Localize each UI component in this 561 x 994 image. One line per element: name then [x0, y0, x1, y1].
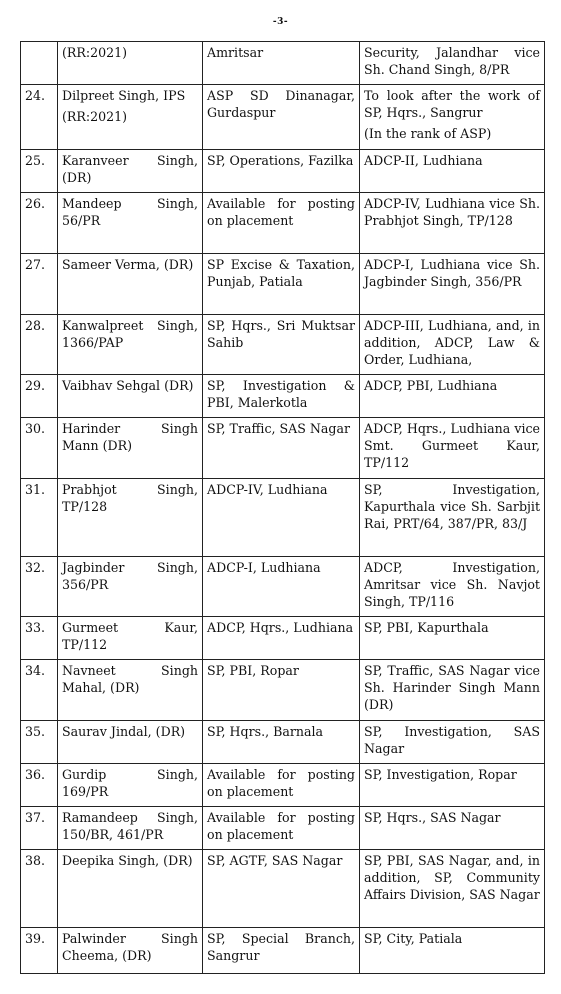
page-number: -3-: [272, 17, 289, 27]
current-posting-cell: [203, 42, 360, 85]
serial-number-text: 32.: [25, 560, 46, 575]
new-posting-text: SP, Investigation, Kapurthala vice Sh. Sarbjit Rai, PRT/64, 387/PR, 83/J: [364, 482, 540, 532]
new-posting-cell: [360, 315, 545, 375]
officer-name-text: Harinder Singh Mann (DR): [62, 421, 198, 454]
current-posting-cell: [203, 807, 360, 850]
officer-name-cell: [58, 617, 203, 660]
table-row: [21, 764, 545, 807]
officer-name-text: Gurmeet Kaur, TP/112: [62, 620, 198, 653]
officer-name-cell: [58, 315, 203, 375]
new-posting-text: SP, Hqrs., SAS Nagar: [364, 810, 501, 825]
new-posting-cell: [360, 617, 545, 660]
serial-number-cell: [21, 850, 58, 928]
officer-name-cell: [58, 42, 203, 85]
table-row: [21, 418, 545, 479]
new-posting-cell: [360, 764, 545, 807]
serial-number-cell: [21, 928, 58, 974]
officer-name-text: Saurav Jindal, (DR): [62, 724, 186, 739]
serial-number-text: 24.: [25, 88, 46, 103]
new-posting-cell: [360, 193, 545, 254]
current-posting-text: SP, Investigation & PBI, Malerkotla: [207, 378, 355, 411]
officer-name-text: Kanwalpreet Singh, 1366/PAP: [62, 318, 198, 351]
new-posting-cell: [360, 928, 545, 974]
current-posting-text: SP, AGTF, SAS Nagar: [207, 853, 343, 868]
current-posting-cell: [203, 850, 360, 928]
new-posting-text: ADCP-III, Ludhiana, and, in addition, ADCP, Law & Order, Ludhiana,: [364, 318, 540, 368]
current-posting-cell: [203, 315, 360, 375]
serial-number-cell: [21, 315, 58, 375]
table-row: [21, 928, 545, 974]
current-posting-cell: [203, 193, 360, 254]
table-row: [21, 721, 545, 764]
new-posting-text: SP, City, Patiala: [364, 931, 463, 946]
current-posting-cell: [203, 764, 360, 807]
table-row: [21, 479, 545, 557]
new-posting-cell: [360, 479, 545, 557]
current-posting-cell: [203, 85, 360, 150]
officer-name-text: Vaibhav Sehgal (DR): [62, 378, 194, 393]
current-posting-text: Available for posting on placement: [207, 810, 355, 843]
current-posting-text: ADCP-I, Ludhiana: [207, 560, 321, 575]
serial-number-text: 31.: [25, 482, 46, 497]
new-posting-note: (In the rank of ASP): [364, 126, 492, 142]
current-posting-cell: [203, 660, 360, 721]
officer-name-cell: [58, 764, 203, 807]
officer-name-cell: [58, 660, 203, 721]
new-posting-cell: [360, 375, 545, 418]
serial-number-text: 39.: [25, 931, 46, 946]
current-posting-text: Available for posting on placement: [207, 196, 355, 229]
table-row: [21, 807, 545, 850]
officer-name-text: Karanveer Singh, (DR): [62, 153, 198, 186]
officer-name-cell: [58, 557, 203, 617]
serial-number-cell: [21, 42, 58, 85]
officer-name-cell: [58, 928, 203, 974]
current-posting-cell: [203, 721, 360, 764]
serial-number-cell: [21, 721, 58, 764]
new-posting-text: ADCP-I, Ludhiana vice Sh. Jagbinder Singh, 356/PR: [364, 257, 540, 290]
officer-name-cell: [58, 150, 203, 193]
serial-number-text: 29.: [25, 378, 46, 393]
officer-name-cell: [58, 850, 203, 928]
table-row: [21, 85, 545, 150]
serial-number-text: 28.: [25, 318, 46, 333]
serial-number-text: 26.: [25, 196, 46, 211]
current-posting-text: ASP SD Dinanagar, Gurdaspur: [207, 88, 355, 121]
current-posting-cell: [203, 928, 360, 974]
table-row: [21, 617, 545, 660]
serial-number-cell: [21, 254, 58, 315]
new-posting-text: SP, Traffic, SAS Nagar vice Sh. Harinder Singh Mann (DR): [364, 663, 540, 713]
posting-table-body: [21, 42, 545, 974]
current-posting-cell: [203, 617, 360, 660]
table-row: [21, 850, 545, 928]
officer-name-cell: [58, 721, 203, 764]
new-posting-text: ADCP, PBI, Ludhiana: [364, 378, 498, 393]
officer-name-cell: [58, 807, 203, 850]
new-posting-text: ADCP, Investigation, Amritsar vice Sh. Navjot Singh, TP/116: [364, 560, 540, 610]
new-posting-cell: [360, 418, 545, 479]
serial-number-text: 37.: [25, 810, 46, 825]
table-row: [21, 375, 545, 418]
officer-name-cell: [58, 85, 203, 150]
officer-name-cell: [58, 479, 203, 557]
serial-number-text: 34.: [25, 663, 46, 678]
new-posting-text: To look after the work of SP, Hqrs., Sangrur: [364, 88, 540, 121]
officer-name-cell: [58, 418, 203, 479]
current-posting-text: SP, PBI, Ropar: [207, 663, 299, 678]
new-posting-cell: [360, 807, 545, 850]
current-posting-text: SP, Operations, Fazilka: [207, 153, 354, 168]
officer-name-text: Jagbinder Singh, 356/PR: [62, 560, 198, 593]
table-row: [21, 557, 545, 617]
new-posting-text: ADCP-II, Ludhiana: [364, 153, 483, 168]
officer-name-cell: [58, 375, 203, 418]
current-posting-cell: [203, 418, 360, 479]
current-posting-cell: [203, 479, 360, 557]
officer-name-text: Sameer Verma, (DR): [62, 257, 194, 272]
serial-number-cell: [21, 193, 58, 254]
serial-number-cell: [21, 418, 58, 479]
serial-number-text: 35.: [25, 724, 46, 739]
new-posting-cell: [360, 721, 545, 764]
new-posting-text: ADCP-IV, Ludhiana vice Sh. Prabhjot Singh, TP/128: [364, 196, 540, 229]
table-row: [21, 254, 545, 315]
officer-name-text: Mandeep Singh, 56/PR: [62, 196, 198, 229]
serial-number-text: 30.: [25, 421, 46, 436]
serial-number-cell: [21, 557, 58, 617]
new-posting-text: SP, PBI, Kapurthala: [364, 620, 489, 635]
serial-number-cell: [21, 617, 58, 660]
officer-name-text: Palwinder Singh Cheema, (DR): [62, 931, 198, 964]
officer-name-note: (RR:2021): [62, 109, 128, 125]
officer-name-text: Ramandeep Singh, 150/BR, 461/PR: [62, 810, 198, 843]
current-posting-cell: [203, 557, 360, 617]
officer-name-text: Deepika Singh, (DR): [62, 853, 193, 868]
new-posting-text: SP, Investigation, SAS Nagar: [364, 724, 540, 757]
new-posting-cell: [360, 42, 545, 85]
table-row: [21, 660, 545, 721]
officer-name-text: Gurdip Singh, 169/PR: [62, 767, 198, 800]
new-posting-cell: [360, 254, 545, 315]
current-posting-cell: [203, 375, 360, 418]
posting-table: [20, 41, 545, 974]
serial-number-cell: [21, 150, 58, 193]
serial-number-text: 25.: [25, 153, 46, 168]
table-row: [21, 42, 545, 85]
new-posting-text: Security, Jalandhar vice Sh. Chand Singh, 8/PR: [364, 45, 540, 78]
serial-number-cell: [21, 85, 58, 150]
current-posting-text: SP, Special Branch, Sangrur: [207, 931, 355, 964]
serial-number-cell: [21, 660, 58, 721]
table-row: [21, 315, 545, 375]
serial-number-text: 38.: [25, 853, 46, 868]
serial-number-cell: [21, 807, 58, 850]
new-posting-cell: [360, 850, 545, 928]
serial-number-text: 33.: [25, 620, 46, 635]
officer-name-text: Prabhjot Singh, TP/128: [62, 482, 198, 515]
new-posting-cell: [360, 660, 545, 721]
new-posting-cell: [360, 557, 545, 617]
current-posting-text: SP Excise & Taxation, Punjab, Patiala: [207, 257, 355, 290]
officer-name-text: Navneet Singh Mahal, (DR): [62, 663, 198, 696]
current-posting-text: Available for posting on placement: [207, 767, 355, 800]
new-posting-cell: [360, 85, 545, 150]
serial-number-cell: [21, 375, 58, 418]
table-row: [21, 193, 545, 254]
officer-name-text: Dilpreet Singh, IPS: [62, 88, 186, 103]
serial-number-text: 27.: [25, 257, 46, 272]
serial-number-text: 36.: [25, 767, 46, 782]
officer-name-cell: [58, 193, 203, 254]
current-posting-text: ADCP-IV, Ludhiana: [207, 482, 328, 497]
officer-name-text: (RR:2021): [62, 45, 128, 60]
current-posting-text: ADCP, Hqrs., Ludhiana: [207, 620, 354, 635]
current-posting-text: SP, Hqrs., Sri Muktsar Sahib: [207, 318, 355, 351]
current-posting-text: SP, Hqrs., Barnala: [207, 724, 324, 739]
current-posting-cell: [203, 254, 360, 315]
new-posting-text: ADCP, Hqrs., Ludhiana vice Smt. Gurmeet Kaur, TP/112: [364, 421, 540, 471]
current-posting-text: SP, Traffic, SAS Nagar: [207, 421, 350, 436]
serial-number-cell: [21, 479, 58, 557]
new-posting-cell: [360, 150, 545, 193]
table-row: [21, 150, 545, 193]
new-posting-text: SP, PBI, SAS Nagar, and, in addition, SP, Community Affairs Division, SAS Nagar: [364, 853, 540, 903]
current-posting-text: Amritsar: [207, 45, 264, 60]
serial-number-cell: [21, 764, 58, 807]
officer-name-cell: [58, 254, 203, 315]
new-posting-text: SP, Investigation, Ropar: [364, 767, 517, 782]
current-posting-cell: [203, 150, 360, 193]
